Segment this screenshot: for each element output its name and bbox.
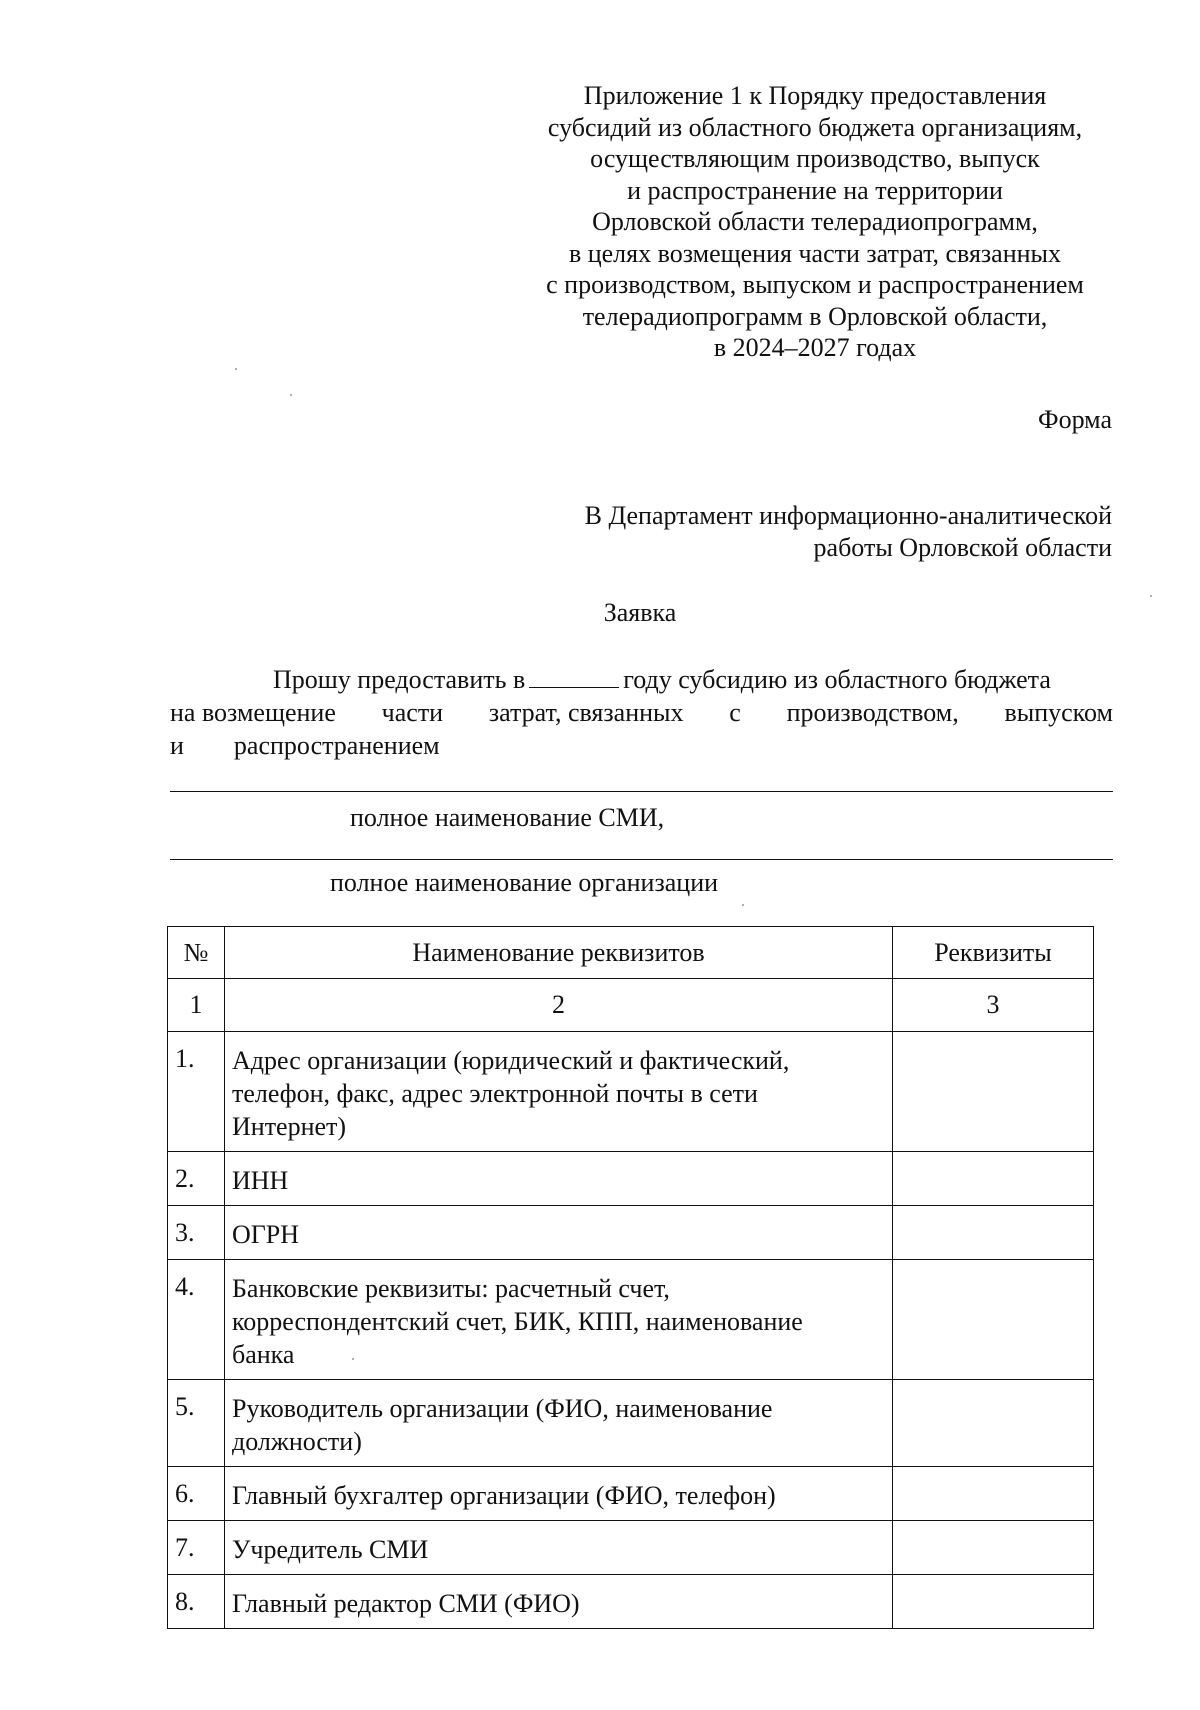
row-label-line: должности) <box>232 1427 362 1456</box>
row-label <box>225 1380 893 1467</box>
table-row <box>168 1521 1094 1575</box>
scan-speck <box>290 394 292 396</box>
row-label-line: Главный редактор СМИ (ФИО) <box>232 1589 580 1618</box>
request-text: Прошу предоставить в <box>273 665 526 694</box>
request-word: распространением <box>233 731 440 760</box>
row-label <box>225 1521 893 1575</box>
row-value-cell[interactable] <box>893 1260 1094 1380</box>
row-number: 4. <box>168 1260 225 1380</box>
appendix-line: субсидий из областного бюджета организациям, <box>547 112 1083 142</box>
row-number: 6. <box>168 1467 225 1521</box>
request-line-2 <box>170 696 1113 729</box>
row-label <box>225 1152 893 1206</box>
row-label-line: банка <box>232 1340 295 1369</box>
form-label: Форма <box>1038 405 1112 434</box>
row-label-line: Учредитель СМИ <box>232 1535 429 1564</box>
column-number-row <box>168 979 1094 1032</box>
row-label-line: Банковские реквизиты: расчетный счет, <box>232 1274 670 1303</box>
appendix-line: с производством, выпуском и распространением <box>546 270 1084 299</box>
table-row <box>168 1467 1094 1521</box>
request-word: производством, <box>786 698 959 727</box>
table-row <box>168 1380 1094 1467</box>
request-word: и <box>170 731 184 760</box>
table-row <box>168 1032 1094 1152</box>
row-value-cell[interactable] <box>893 1521 1094 1575</box>
organization-name-caption: полное наименование организации <box>330 868 719 897</box>
row-value-cell[interactable] <box>893 1575 1094 1629</box>
request-text: году субсидию из областного бюджета <box>623 665 1051 694</box>
header-number: № <box>168 927 225 979</box>
requisites-table <box>167 926 1094 1629</box>
appendix-line: осуществляющим производство, выпуск <box>590 144 1040 173</box>
row-number: 5. <box>168 1380 225 1467</box>
appendix-line: Орловской области телерадиопрограмм, <box>592 207 1038 236</box>
request-word: с <box>729 698 741 727</box>
appendix-line: телерадиопрограмм в Орловской области, <box>582 301 1048 331</box>
table-row <box>168 1260 1094 1380</box>
scan-speck <box>352 1358 354 1360</box>
row-label-line: Интернет) <box>232 1112 347 1141</box>
media-name-blank-line[interactable] <box>170 791 1113 792</box>
column-number: 3 <box>893 979 1094 1032</box>
row-label-line: Адрес организации (юридический и фактический, <box>232 1046 790 1075</box>
request-word: выпуском <box>1004 698 1113 727</box>
row-label-line: телефон, факс, адрес электронной почты в сети <box>232 1079 758 1108</box>
row-value-cell[interactable] <box>893 1467 1094 1521</box>
row-label-line: ОГРН <box>232 1220 300 1249</box>
row-label-line: Главный бухгалтер организации (ФИО, телефон) <box>232 1481 776 1510</box>
addressee-block <box>472 500 1112 564</box>
row-label-line: корреспондентский счет, БИК, КПП, наименование <box>232 1307 803 1336</box>
row-number: 8. <box>168 1575 225 1629</box>
row-value-cell[interactable] <box>893 1206 1094 1260</box>
scan-speck <box>235 368 237 370</box>
row-value-cell[interactable] <box>893 1380 1094 1467</box>
request-word: на возмещение <box>170 698 336 727</box>
header-requisite-name: Наименование реквизитов <box>225 927 893 979</box>
appendix-line: в целях возмещения части затрат, связанных <box>568 238 1062 268</box>
row-value-cell[interactable] <box>893 1152 1094 1206</box>
appendix-line: в 2024–2027 годах <box>713 333 917 362</box>
row-label <box>225 1260 893 1380</box>
request-line-3 <box>170 729 1113 762</box>
request-word: затрат, связанных <box>488 698 684 727</box>
organization-name-blank-line[interactable] <box>170 859 1113 860</box>
table-row <box>168 1575 1094 1629</box>
request-word: части <box>381 698 444 727</box>
row-label-line: Руководитель организации (ФИО, наименование <box>232 1394 773 1423</box>
row-label <box>225 1467 893 1521</box>
row-label <box>225 1575 893 1629</box>
column-number: 1 <box>168 979 225 1032</box>
row-label-line: ИНН <box>232 1166 289 1195</box>
column-number: 2 <box>225 979 893 1032</box>
row-number: 7. <box>168 1521 225 1575</box>
table-row <box>168 1206 1094 1260</box>
header-requisite-value: Реквизиты <box>893 927 1094 979</box>
addressee-line: В Департамент информационно-аналитической <box>584 501 1112 530</box>
scan-speck <box>1150 595 1152 597</box>
row-number: 2. <box>168 1152 225 1206</box>
appendix-line: Приложение 1 к Порядку предоставления <box>583 81 1047 110</box>
scan-speck <box>742 904 744 906</box>
row-label <box>225 1032 893 1152</box>
request-line-1 <box>170 663 1113 696</box>
request-paragraph <box>170 663 1113 762</box>
row-number: 1. <box>168 1032 225 1152</box>
row-value-cell[interactable] <box>893 1032 1094 1152</box>
row-label <box>225 1206 893 1260</box>
appendix-line: и распространение на территории <box>627 175 1003 205</box>
addressee-line: работы Орловской области <box>813 533 1112 562</box>
row-number: 3. <box>168 1206 225 1260</box>
table-row <box>168 1152 1094 1206</box>
document-title: Заявка <box>603 598 677 627</box>
media-name-caption: полное наименование СМИ, <box>350 803 665 832</box>
appendix-header <box>490 80 1140 364</box>
table-header-row <box>168 927 1094 979</box>
year-blank[interactable] <box>529 665 619 688</box>
